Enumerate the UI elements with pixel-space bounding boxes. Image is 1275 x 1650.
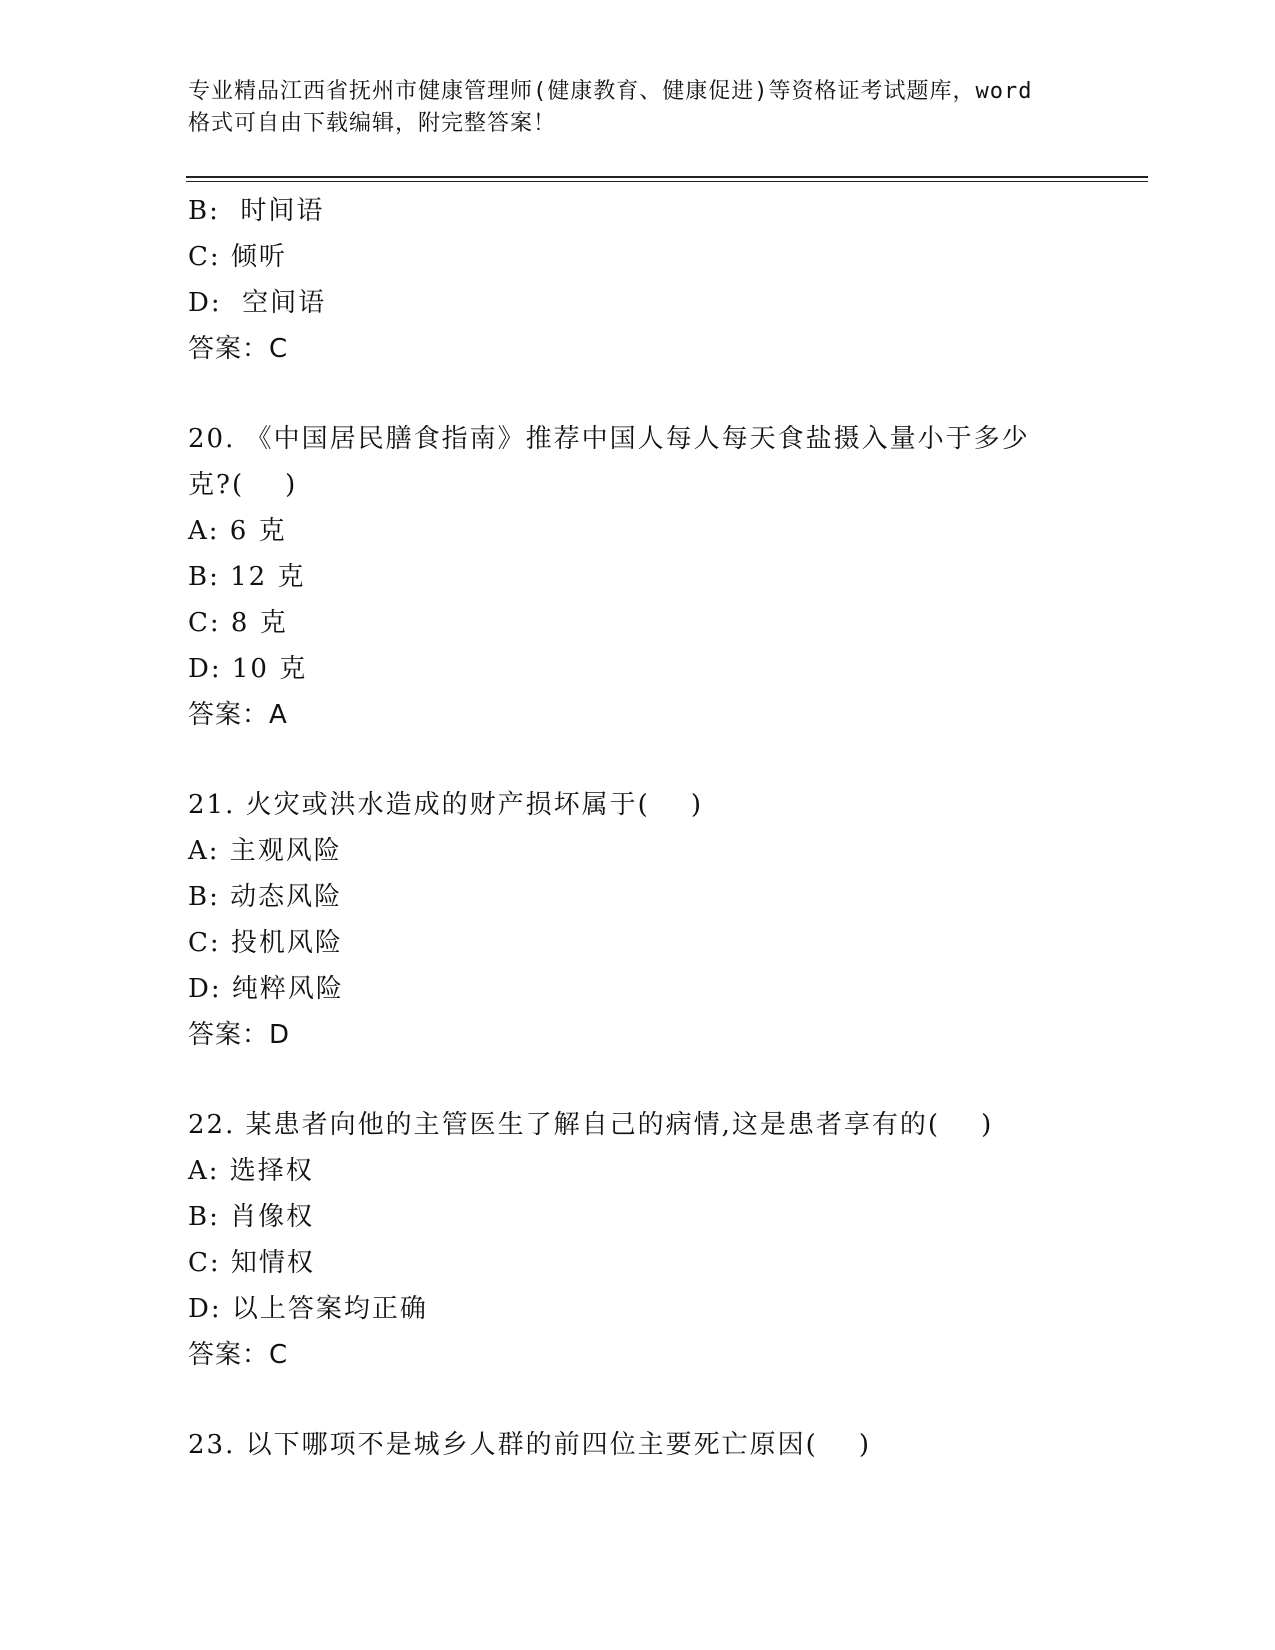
question-stem: 20. 《中国居民膳食指南》推荐中国人每人每天食盐摄入量小于多少 (188, 424, 1030, 454)
answer-line: 答案：C (188, 1340, 289, 1370)
option-c: C: 倾听 (188, 242, 287, 272)
question-20 (188, 416, 1088, 738)
option-b: B: 动态风险 (188, 882, 343, 912)
question-stem: 23. 以下哪项不是城乡人群的前四位主要死亡原因( ) (188, 1430, 871, 1460)
question-21 (188, 782, 1088, 1058)
option-d: D: 空间语 (188, 288, 327, 318)
option-d: D: 纯粹风险 (188, 974, 344, 1004)
question-23 (188, 1422, 1088, 1468)
option-d: D: 10 克 (188, 654, 308, 684)
answer-line: 答案：C (188, 334, 289, 364)
option-d: D: 以上答案均正确 (188, 1294, 428, 1324)
option-a: A: 6 克 (188, 516, 287, 546)
question-stem: 22. 某患者向他的主管医生了解自己的病情,这是患者享有的( ) (188, 1110, 994, 1140)
option-b: B: 肖像权 (188, 1202, 315, 1232)
answer-line: 答案：D (188, 1020, 291, 1050)
answer-line: 答案：A (188, 700, 288, 730)
question-stem: 21. 火灾或洪水造成的财产损坏属于( ) (188, 790, 703, 820)
header-divider-thin (186, 181, 1148, 182)
header-line-1: 专业精品江西省抚州市健康管理师(健康教育、健康促进)等资格证考试题库，word (188, 79, 1033, 104)
document-header (188, 76, 1088, 140)
prev-question-block (188, 188, 1088, 372)
option-b: B: 时间语 (188, 196, 325, 226)
question-stem-cont: 克?( ) (188, 470, 298, 500)
option-a: A: 选择权 (188, 1156, 314, 1186)
question-content (188, 188, 1088, 1468)
header-line-2: 格式可自由下载编辑，附完整答案！ (188, 111, 557, 136)
option-a: A: 主观风险 (188, 836, 342, 866)
header-divider-thick (186, 176, 1148, 178)
option-b: B: 12 克 (188, 562, 306, 592)
option-c: C: 8 克 (188, 608, 288, 638)
question-22 (188, 1102, 1088, 1378)
option-c: C: 知情权 (188, 1248, 315, 1278)
option-c: C: 投机风险 (188, 928, 343, 958)
